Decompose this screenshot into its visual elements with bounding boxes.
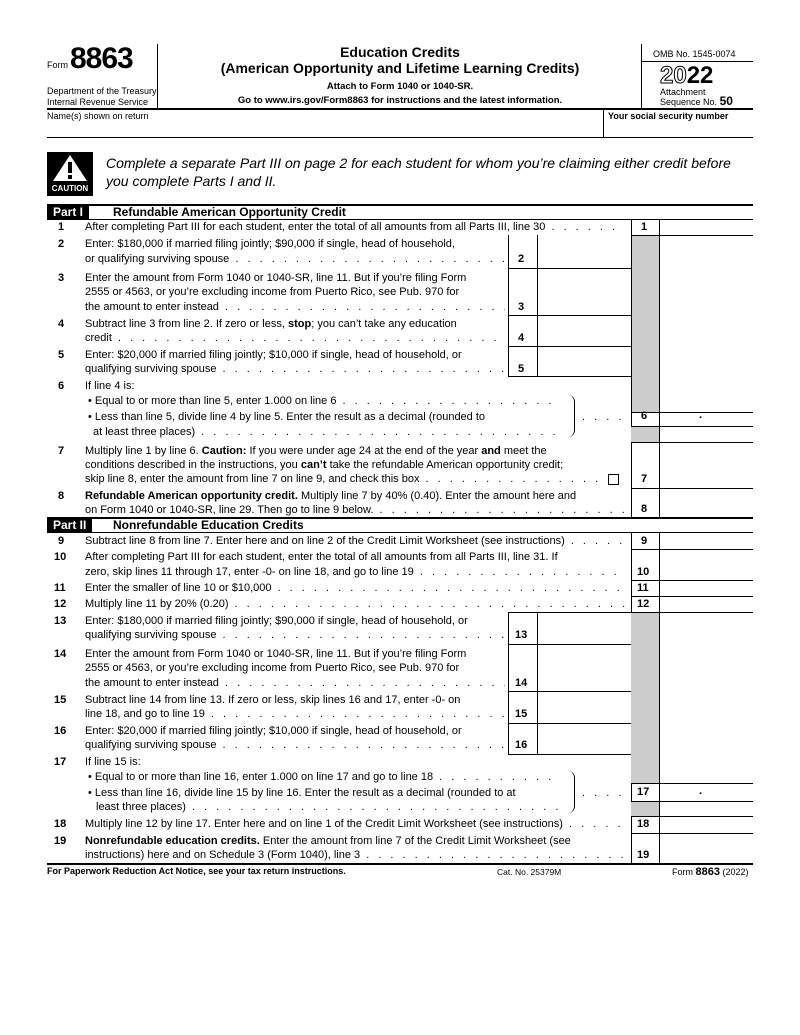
line-18-number: 18 (54, 818, 67, 830)
dept-treasury: Department of the Treasury (47, 86, 157, 96)
line-15-text-b: line 18, and go to line 19 . . . (85, 707, 505, 722)
line-16-number: 16 (54, 725, 67, 737)
line-8-box-label: 8 (641, 503, 648, 515)
line-18-amount[interactable] (660, 817, 753, 831)
caution-icon (47, 152, 93, 196)
line-6-decimal-point: . (699, 409, 703, 421)
line-12-box-label: 12 (637, 598, 650, 610)
line-14-text-a: Enter the amount from Form 1040 or 1040-SR, line 11. But if you’re filing Form (85, 648, 467, 660)
line-18-text: Multiply line 12 by line 17. Enter here and on line 1 of the Credit Limit Worksheet (see instructions) . . . (85, 817, 625, 832)
tax-year (660, 62, 713, 90)
form-label: Form (47, 60, 68, 70)
line-14-text-c: the amount to enter instead . . . (85, 676, 505, 691)
name-field[interactable] (47, 121, 602, 135)
line-7-text-c: skip line 8, enter the amount from line 7 on line 9, and check this box . . . (85, 472, 600, 487)
names-label: Name(s) shown on return (47, 111, 149, 121)
line-18-box-label: 18 (637, 818, 650, 830)
line-15-number: 15 (54, 694, 67, 706)
part2-title: Nonrefundable Education Credits (113, 518, 304, 532)
footer-form-id: Form 8863 (2022) (672, 866, 749, 878)
line-7-number: 7 (58, 445, 65, 457)
line-16-amount[interactable] (538, 738, 630, 752)
line-10-number: 10 (54, 551, 67, 563)
line-1-number: 1 (58, 221, 65, 233)
omb-number: OMB No. 1545-0074 (653, 49, 736, 59)
line-13-number: 13 (54, 615, 67, 627)
line-10-amount[interactable] (660, 565, 753, 579)
line-6-lead-dots (582, 410, 627, 425)
line-19-text-b: instructions) here and on Schedule 3 (Form 1040), line 3 . . . (85, 848, 625, 863)
line-3-amount[interactable] (538, 300, 630, 314)
line-9-amount[interactable] (660, 534, 753, 548)
line-3-box-label: 3 (518, 301, 525, 313)
line-17-number: 17 (54, 756, 67, 768)
line-7-text-b: conditions described in the instructions, you can’t take the refundable American opportunity credit; (85, 459, 564, 471)
line-5-box-label: 5 (518, 363, 525, 375)
line-13-amount[interactable] (538, 628, 630, 642)
line-13-box-label: 13 (515, 629, 528, 641)
line-6-brace (568, 395, 575, 437)
line-15-amount[interactable] (538, 707, 630, 721)
line-8-amount[interactable] (660, 502, 753, 516)
line-7-text-a: Multiply line 1 by line 6. Caution: If you were under age 24 at the end of the year and meet the (85, 445, 547, 457)
line-19-box-label: 19 (637, 849, 650, 861)
line-17-decimal-point: . (699, 785, 703, 797)
line-14-number: 14 (54, 648, 67, 660)
line-10-box-label: 10 (637, 566, 650, 578)
line-8-text-b: on Form 1040 or 1040-SR, line 29. Then go to line 9 below. . . . (85, 503, 625, 518)
line-9-box-label: 9 (641, 535, 648, 547)
line-3-text-b: 2555 or 4563, or you’re excluding income from Puerto Rico, see Pub. 970 for (85, 286, 460, 298)
line-1-text: After completing Part III for each student, enter the total of all amounts from all Parts III, line 30 . . . (85, 220, 625, 235)
line-2-text-a: Enter: $180,000 if married filing jointly; $90,000 if single, head of household, (85, 238, 455, 250)
line-4-text-a: Subtract line 3 from line 2. If zero or less, stop; you can’t take any education (85, 318, 457, 330)
line-3-text-a: Enter the amount from Form 1040 or 1040-SR, line 11. But if you’re filing Form (85, 272, 467, 284)
line-14-box-label: 14 (515, 677, 528, 689)
line-19-number: 19 (54, 835, 67, 847)
footer-paperwork-notice: For Paperwork Reduction Act Notice, see your tax return instructions. (47, 866, 346, 876)
ssn-label: Your social security number (608, 111, 729, 121)
line-17-text-d: least three places) . . . (96, 800, 566, 815)
tax-year-suffix: 22 (686, 62, 714, 89)
part2-label: Part II (47, 518, 92, 532)
line-4-number: 4 (58, 318, 65, 330)
line-7-amount[interactable] (660, 472, 753, 486)
line-6-text-c: • Less than line 5, divide line 4 by line 5. Enter the result as a decimal (rounded to (88, 411, 486, 423)
line-12-amount[interactable] (660, 597, 753, 611)
line-1-amount[interactable] (660, 220, 753, 234)
line-5-text-a: Enter: $20,000 if married filing jointly; $10,000 if single, head of household, or (85, 349, 462, 361)
line-12-text: Multiply line 11 by 20% (0.20) . . . (85, 597, 625, 612)
goto-note: Go to www.irs.gov/Form8863 for instructions and the latest information. (237, 95, 563, 106)
line-4-text-b: credit . . . (85, 331, 505, 346)
form-number: 8863 (70, 42, 133, 75)
line-5-number: 5 (58, 349, 65, 361)
part1-title: Refundable American Opportunity Credit (113, 205, 346, 219)
line-11-text: Enter the smaller of line 10 or $10,000 . . . (85, 581, 625, 596)
line-8-number: 8 (58, 490, 65, 502)
line-11-box-label: 11 (637, 582, 649, 594)
tax-year-prefix: 20 (660, 62, 687, 89)
caution-text-1: Complete a separate Part III on page 2 for each student for whom you’re claiming either credit before (106, 155, 731, 171)
line-17-text-c: • Less than line 16, divide line 15 by line 16. Enter the result as a decimal (rounded to at (88, 787, 516, 799)
caution-text-2: you complete Parts I and II. (106, 173, 277, 189)
part1-label: Part I (47, 205, 89, 219)
line-8-text-a: Refundable American opportunity credit. Multiply line 7 by 40% (0.40). Enter the amount here and (85, 490, 577, 502)
line-9-number: 9 (58, 535, 65, 547)
line-6-text-b: • Equal to or more than line 5, enter 1.000 on line 6 . . . (88, 394, 558, 409)
line-7-checkbox[interactable] (608, 474, 619, 485)
line-16-text-b: qualifying surviving spouse . . . (85, 738, 505, 753)
line-7-box-label: 7 (641, 473, 648, 485)
line-2-amount[interactable] (538, 252, 630, 266)
line-13-text-b: qualifying surviving spouse . . . (85, 628, 505, 643)
form-subtitle: (American Opportunity and Lifetime Learning Credits) (220, 60, 580, 76)
line-16-box-label: 16 (515, 739, 528, 751)
line-2-number: 2 (58, 238, 65, 250)
line-17-lead-dots (582, 786, 627, 801)
line-17-amount[interactable] (660, 786, 753, 800)
line-11-amount[interactable] (660, 581, 753, 595)
line-16-text-a: Enter: $20,000 if married filing jointly; $10,000 if single, head of household, or (85, 725, 462, 737)
line-4-amount[interactable] (538, 331, 630, 345)
line-11-number: 11 (54, 582, 66, 594)
line-19-amount[interactable] (660, 848, 753, 862)
line-3-text-c: the amount to enter instead . . . (85, 300, 505, 315)
line-14-amount[interactable] (538, 676, 630, 690)
attach-note: Attach to Form 1040 or 1040-SR. (326, 81, 474, 92)
line-17-brace (568, 771, 575, 813)
line-13-text-a: Enter: $180,000 if married filing jointly; $90,000 if single, head of household, or (85, 615, 468, 627)
line-12-number: 12 (54, 598, 67, 610)
line-10-text-a: After completing Part III for each student, enter the total of all amounts from all Parts III, line 31. If (85, 551, 558, 563)
line-15-box-label: 15 (515, 708, 528, 720)
line-2-text-b: or qualifying surviving spouse . . . (85, 252, 505, 267)
line-6-text-a: If line 4 is: (85, 380, 135, 392)
line-17-text-a: If line 15 is: (85, 756, 141, 768)
line-6-amount[interactable] (660, 410, 753, 424)
footer-cat-number: Cat. No. 25379M (497, 867, 562, 877)
line-6-box-label: 6 (641, 410, 648, 422)
line-1-box-label: 1 (641, 221, 648, 233)
ssn-field[interactable] (608, 121, 753, 135)
line-5-text-b: qualifying surviving spouse . . . (85, 362, 505, 377)
line-10-text-b: zero, skip lines 11 through 17, enter -0- on line 18, and go to line 19 . . . (85, 565, 625, 580)
line-5-amount[interactable] (538, 362, 630, 376)
line-15-text-a: Subtract line 14 from line 13. If zero or less, skip lines 16 and 17, enter -0- on (85, 694, 461, 706)
line-9-text: Subtract line 8 from line 7. Enter here and on line 2 of the Credit Limit Worksheet (see instructions) . . . (85, 534, 625, 549)
line-19-text-a: Nonrefundable education credits. Enter the amount from line 7 of the Credit Limit Worksheet (see (85, 835, 571, 847)
line-3-number: 3 (58, 272, 65, 284)
dept-irs: Internal Revenue Service (47, 97, 149, 107)
caution-icon-label: CAUTION (51, 184, 89, 193)
line-2-box-label: 2 (518, 253, 525, 265)
line-17-box-label: 17 (637, 786, 650, 798)
line-6-number: 6 (58, 380, 65, 392)
form-title: Education Credits (340, 44, 460, 60)
line-14-text-b: 2555 or 4563, or you’re excluding income from Puerto Rico, see Pub. 970 for (85, 662, 460, 674)
line-6-text-d: at least three places) . . . (93, 425, 563, 440)
attachment-label: Attachment Sequence No. 50 (660, 87, 733, 108)
line-4-box-label: 4 (518, 332, 525, 344)
line-17-text-b: • Equal to or more than line 16, enter 1.000 on line 17 and go to line 18 . . . (88, 770, 558, 785)
